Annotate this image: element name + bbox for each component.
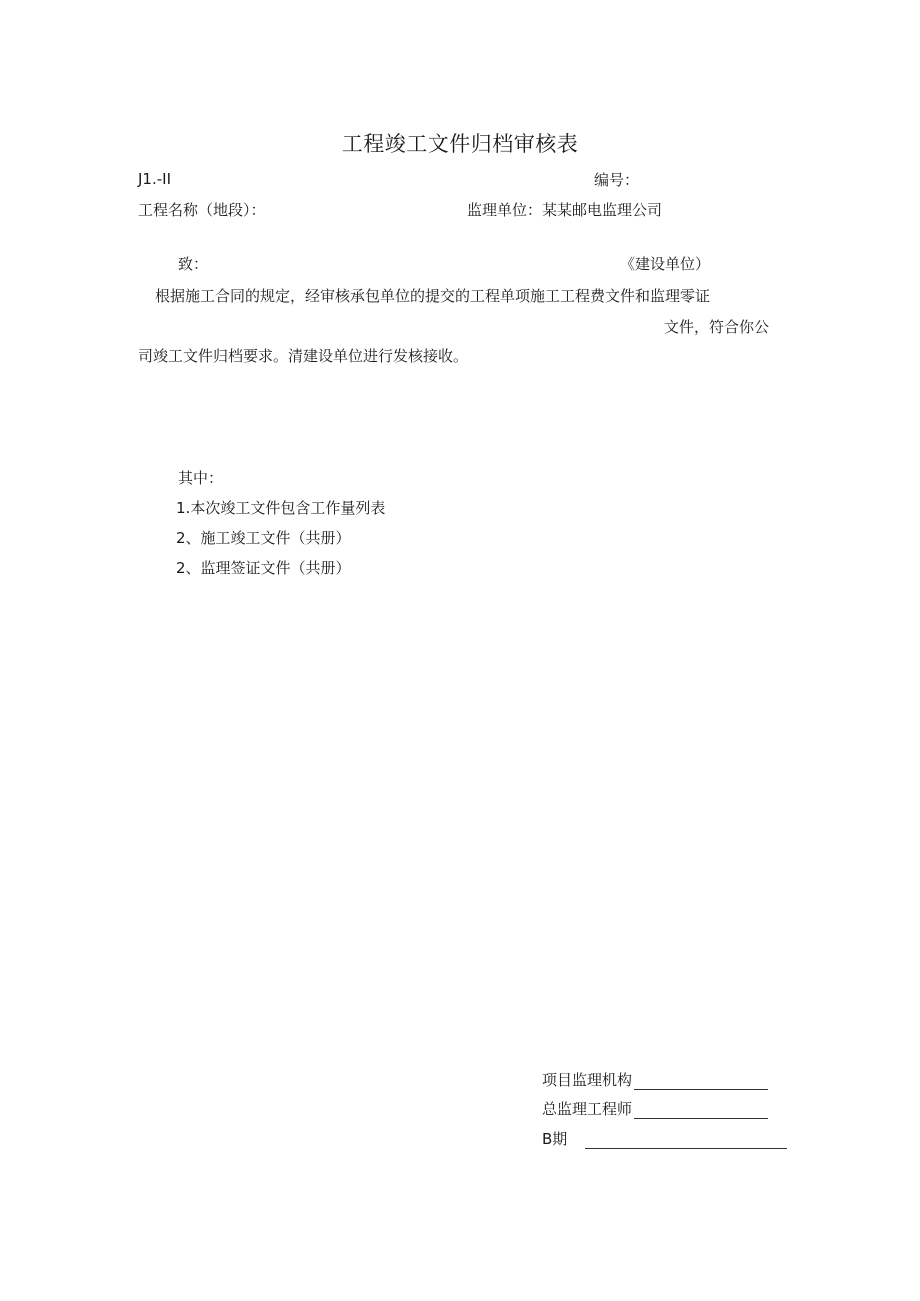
list-item	[176, 528, 351, 548]
supervisor-unit: 监理单位：某某邮电监理公司	[467, 201, 663, 219]
signature-engineer-label: 总监理工程师	[542, 1100, 633, 1118]
list-item-text: 施工竣工文件（共册）	[200, 529, 351, 547]
serial-number-label: 编号：	[594, 171, 640, 189]
body-line-2: 文件，符合你公	[664, 318, 770, 336]
list-item-text: 监理签证文件（共册）	[200, 559, 351, 577]
body-line-3: 司竣工文件归档要求。清建设单位进行发核接收。	[138, 347, 469, 365]
recipient: 《建设单位）	[620, 255, 711, 273]
form-code: J1.-II	[138, 170, 171, 188]
body-line-1: 根据施工合同的规定，经审核承包单位的提交的工程单项施工工程费文件和监理零证	[155, 287, 711, 305]
signature-engineer-line[interactable]	[634, 1102, 768, 1119]
project-name-label: 工程名称（地段）：	[138, 201, 266, 219]
signature-org-line[interactable]	[634, 1073, 768, 1090]
signature-engineer	[542, 1099, 768, 1119]
signature-org	[542, 1070, 768, 1090]
signature-org-label: 项目监理机构	[542, 1071, 633, 1089]
list-item	[176, 558, 351, 578]
list-item-number: 2、	[176, 529, 201, 547]
list-item-number: 2、	[176, 559, 201, 577]
list-item	[176, 498, 385, 518]
signature-date-label: B期	[542, 1130, 568, 1148]
among-label: 其中：	[178, 469, 224, 487]
list-item-text: 本次竣工文件包含工作量列表	[190, 499, 386, 517]
list-item-number: 1.	[176, 499, 191, 517]
to-label: 致：	[178, 255, 209, 273]
signature-date-line[interactable]	[585, 1132, 787, 1149]
page-title: 工程竣工文件归档审核表	[341, 132, 579, 156]
signature-date	[542, 1129, 787, 1149]
